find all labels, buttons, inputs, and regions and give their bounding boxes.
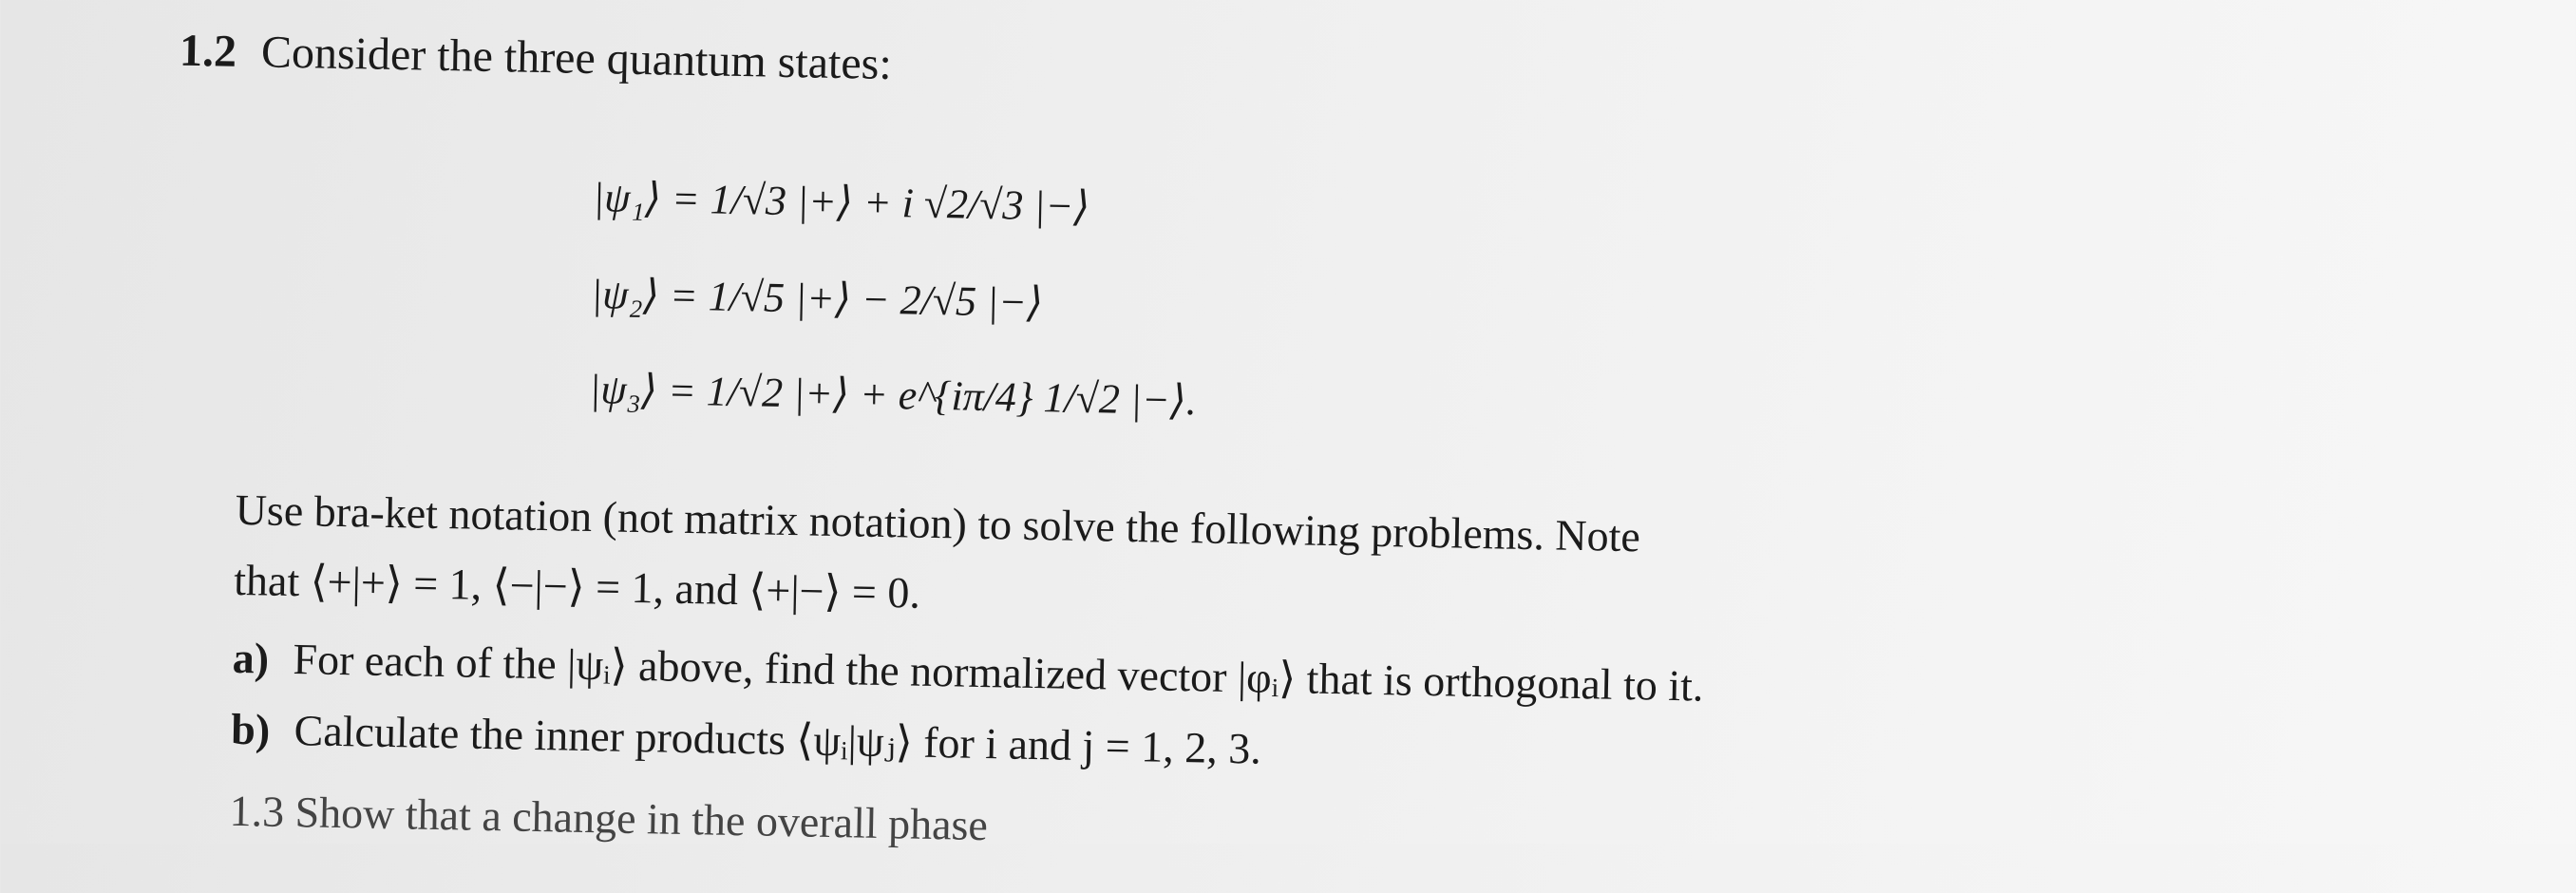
part-a	[232, 632, 1704, 712]
instructions-line-2: that ⟨+|+⟩ = 1, ⟨−|−⟩ = 1, and ⟨+|−⟩ = 0.	[233, 555, 921, 618]
part-b-label: b)	[230, 704, 271, 754]
equation-psi3: |ψ₃⟩ = 1/√2 |+⟩ + e^{iπ/4} 1/√2 |−⟩.	[588, 365, 1198, 425]
equation-psi2: |ψ₂⟩ = 1/√5 |+⟩ − 2/√5 |−⟩	[590, 271, 1044, 327]
part-b-text: Calculate the inner products ⟨ψᵢ|ψⱼ⟩ for i and j = 1, 2, 3.	[294, 706, 1262, 773]
problem-heading	[179, 25, 892, 90]
next-problem-partial: 1.3 Show that a change in the overall phase	[229, 786, 989, 850]
instructions-line-1: Use bra-ket notation (not matrix notation) to solve the following problems. Note	[235, 484, 1641, 561]
problem-intro: Consider the three quantum states:	[260, 27, 893, 90]
problem-number: 1.2	[179, 25, 237, 77]
equation-psi1: |ψ₁⟩ = 1/√3 |+⟩ + i √2/√3 |−⟩	[592, 174, 1090, 231]
part-a-label: a)	[232, 633, 270, 683]
part-a-text: For each of the |ψᵢ⟩ above, find the normalized vector |φᵢ⟩ that is orthogonal to it.	[293, 635, 1704, 711]
part-b	[231, 703, 1261, 774]
